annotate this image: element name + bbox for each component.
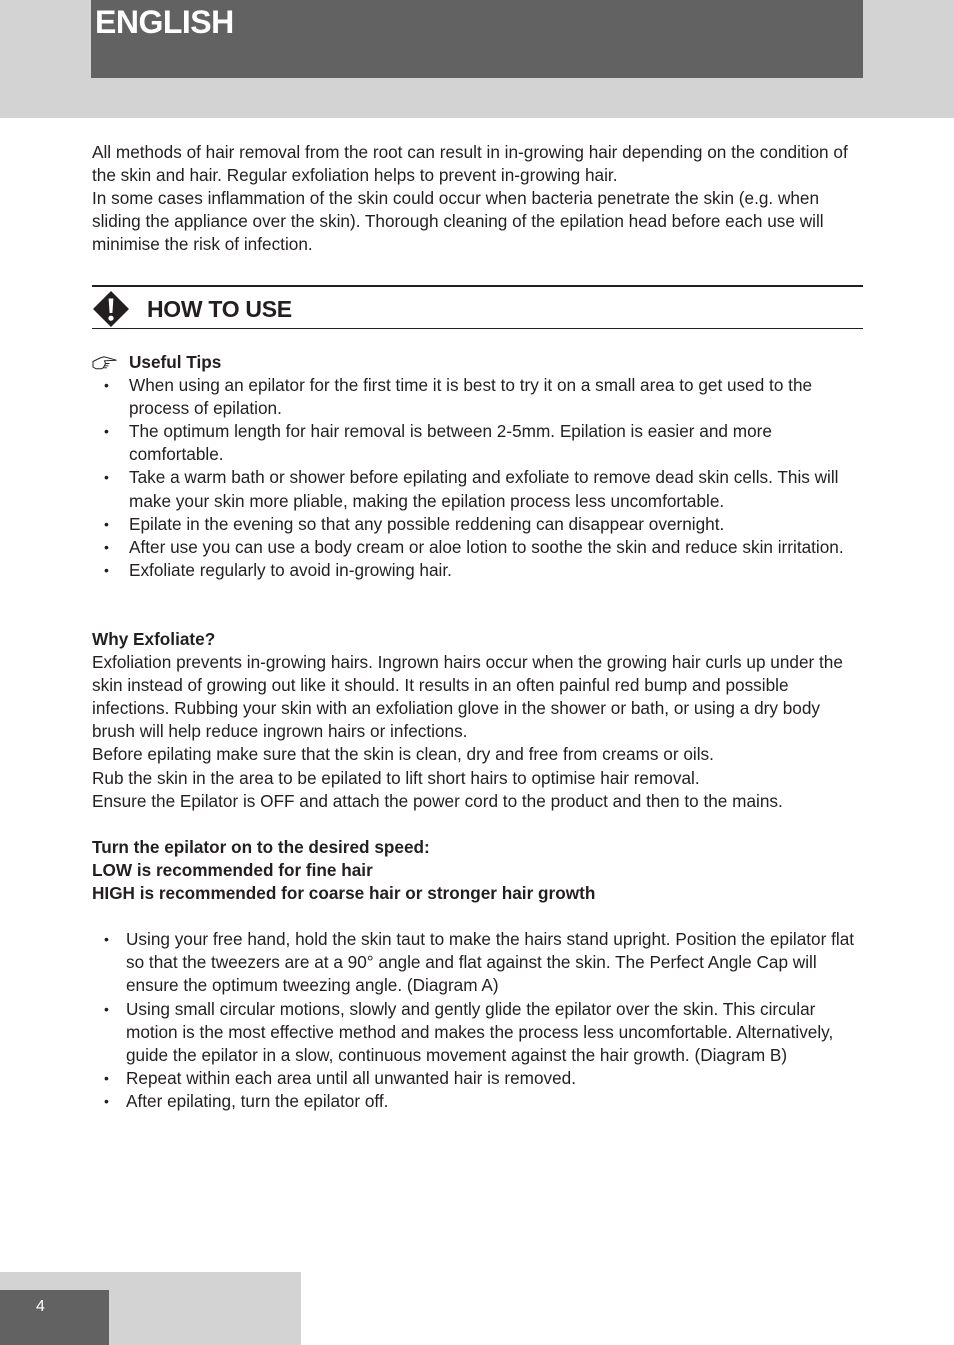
list-item: • Repeat within each area until all unwanted hair is removed. [92, 1067, 862, 1090]
pointing-hand-icon [92, 355, 118, 370]
steps-list [92, 928, 862, 1113]
list-item: • Using your free hand, hold the skin taut to make the hairs stand upright. Position the epilator flat so that the tweezers are at a 90° angle and flat against the skin. The Perfect Angle Cap will ensure the optimum tweezing angle. (Diagram A) [92, 928, 862, 997]
tips-heading-text: Useful Tips [129, 352, 222, 372]
prep-line-2: Rub the skin in the area to be epilated to lift short hairs to optimise hair removal. [92, 767, 700, 788]
tips-heading [92, 351, 862, 374]
spacer [92, 813, 862, 836]
instructions [92, 628, 862, 1113]
page-number-box [0, 1290, 109, 1345]
list-item: • After use you can use a body cream or aloe lotion to soothe the skin and reduce skin irritation. [92, 536, 862, 559]
page-number: 4 [36, 1298, 45, 1315]
section-title: HOW TO USE [147, 296, 292, 322]
list-item: • After epilating, turn the epilator off. [92, 1090, 862, 1113]
list-item: • Exfoliate regularly to avoid in-growing hair. [92, 559, 862, 582]
list-item: • Using small circular motions, slowly and gently glide the epilator over the skin. This circular motion is the most effective method and makes the process less uncomfortable. Alternatively, guide the epilator in a slow, continuous movement against the hair growth. (Diagram B) [92, 998, 862, 1067]
prep-line-1: Before epilating make sure that the skin is clean, dry and free from creams or oils. [92, 744, 714, 765]
section-header [92, 285, 863, 329]
language-header [91, 0, 863, 78]
intro-text [92, 141, 862, 256]
speed-line-2: LOW is recommended for fine hair [92, 859, 373, 880]
intro-paragraph-2: In some cases inflammation of the skin could occur when bacteria penetrate the skin (e.g. when sliding the appliance over the skin). Thorough cleaning of the epilation head before each use will minimise the risk of infection. [92, 188, 824, 255]
speed-line-3: HIGH is recommended for coarse hair or stronger hair growth [92, 883, 596, 904]
prep-line-3: Ensure the Epilator is OFF and attach the power cord to the product and then to the mains. [92, 790, 783, 811]
list-item: • The optimum length for hair removal is between 2-5mm. Epilation is easier and more comfortable. [92, 420, 862, 466]
exfoliate-body: Exfoliation prevents in-growing hairs. Ingrown hairs occur when the growing hair curls up under the skin instead of growing out like it should. It results in an often painful red bump and possible infections. Rubbing your skin with an exfoliation glove in the shower or bath, or using a dry body brush will help reduce ingrown hairs or infections. [92, 652, 843, 742]
useful-tips [92, 351, 862, 582]
exfoliate-heading: Why Exfoliate? [92, 629, 216, 649]
list-item: • When using an epilator for the first time it is best to try it on a small area to get used to the process of epilation. [92, 374, 862, 420]
spacer [92, 905, 862, 928]
intro-paragraph-1: All methods of hair removal from the root can result in in-growing hair depending on the condition of the skin and hair. Regular exfoliation helps to prevent in-growing hair. [92, 142, 848, 186]
warning-icon [92, 290, 130, 328]
tips-list [92, 374, 862, 582]
page-title: ENGLISH [95, 4, 234, 40]
speed-line-1: Turn the epilator on to the desired speed: [92, 836, 430, 857]
list-item: • Epilate in the evening so that any possible reddening can disappear overnight. [92, 513, 862, 536]
list-item: • Take a warm bath or shower before epilating and exfoliate to remove dead skin cells. This will make your skin more pliable, making the epilation process less uncomfortable. [92, 466, 862, 512]
